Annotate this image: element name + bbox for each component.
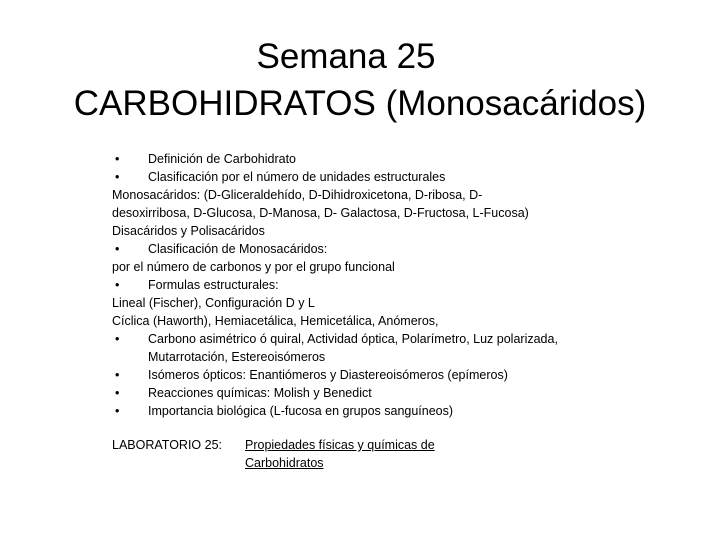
bullet-icon: • <box>115 386 120 400</box>
bullet-icon: • <box>115 152 120 166</box>
bullet-text: Isómeros ópticos: Enantiómeros y Diastereoisómeros (epímeros) <box>148 368 508 382</box>
bullet-icon: • <box>115 170 120 184</box>
text-line: desoxirribosa, D-Glucosa, D-Manosa, D- Galactosa, D-Fructosa, L-Fucosa) <box>112 206 529 220</box>
bullet-icon: • <box>115 278 120 292</box>
laboratory-topic-link[interactable]: Propiedades físicas y químicas de Carbohidratos <box>245 438 435 470</box>
bullet-item <box>112 240 612 258</box>
slide-title-topic: CARBOHIDRATOS (Monosacáridos) <box>73 84 647 123</box>
bullet-icon: • <box>115 368 120 382</box>
bullet-text: Clasificación de Monosacáridos: <box>148 242 328 256</box>
text-line: Disacáridos y Polisacáridos <box>112 224 265 238</box>
bullet-icon: • <box>115 404 120 418</box>
bullet-text: Formulas estructurales: <box>148 278 279 292</box>
bullet-item <box>112 330 612 366</box>
bullet-item <box>112 384 612 402</box>
slide-title-week: Semana 25 <box>256 37 436 76</box>
bullet-text: Clasificación por el número de unidades estructurales <box>148 170 446 184</box>
slide-body <box>112 150 612 420</box>
text-line: Cíclica (Haworth), Hemiacetálica, Hemicetálica, Anómeros, <box>112 314 439 328</box>
bullet-item <box>112 276 612 294</box>
bullet-item <box>112 402 612 420</box>
text-line: por el número de carbonos y por el grupo funcional <box>112 260 395 274</box>
laboratory-label: LABORATORIO 25: <box>112 438 222 452</box>
text-line: Monosacáridos: (D-Gliceraldehído, D-Dihidroxicetona, D-ribosa, D- <box>112 188 483 202</box>
bullet-text: Definición de Carbohidrato <box>148 152 297 166</box>
bullet-item <box>112 150 612 168</box>
bullet-icon: • <box>115 242 120 256</box>
bullet-icon: • <box>115 332 120 346</box>
bullet-text: Importancia biológica (L-fucosa en grupos sanguíneos) <box>148 404 454 418</box>
text-line: Lineal (Fischer), Configuración D y L <box>112 296 315 310</box>
bullet-text: Reacciones químicas: Molish y Benedict <box>148 386 372 400</box>
bullet-item <box>112 366 612 384</box>
bullet-item <box>112 168 612 186</box>
bullet-text: Carbono asimétrico ó quiral, Actividad óptica, Polarímetro, Luz polarizada, Mutarrotación, Estereoisómeros <box>148 332 558 364</box>
